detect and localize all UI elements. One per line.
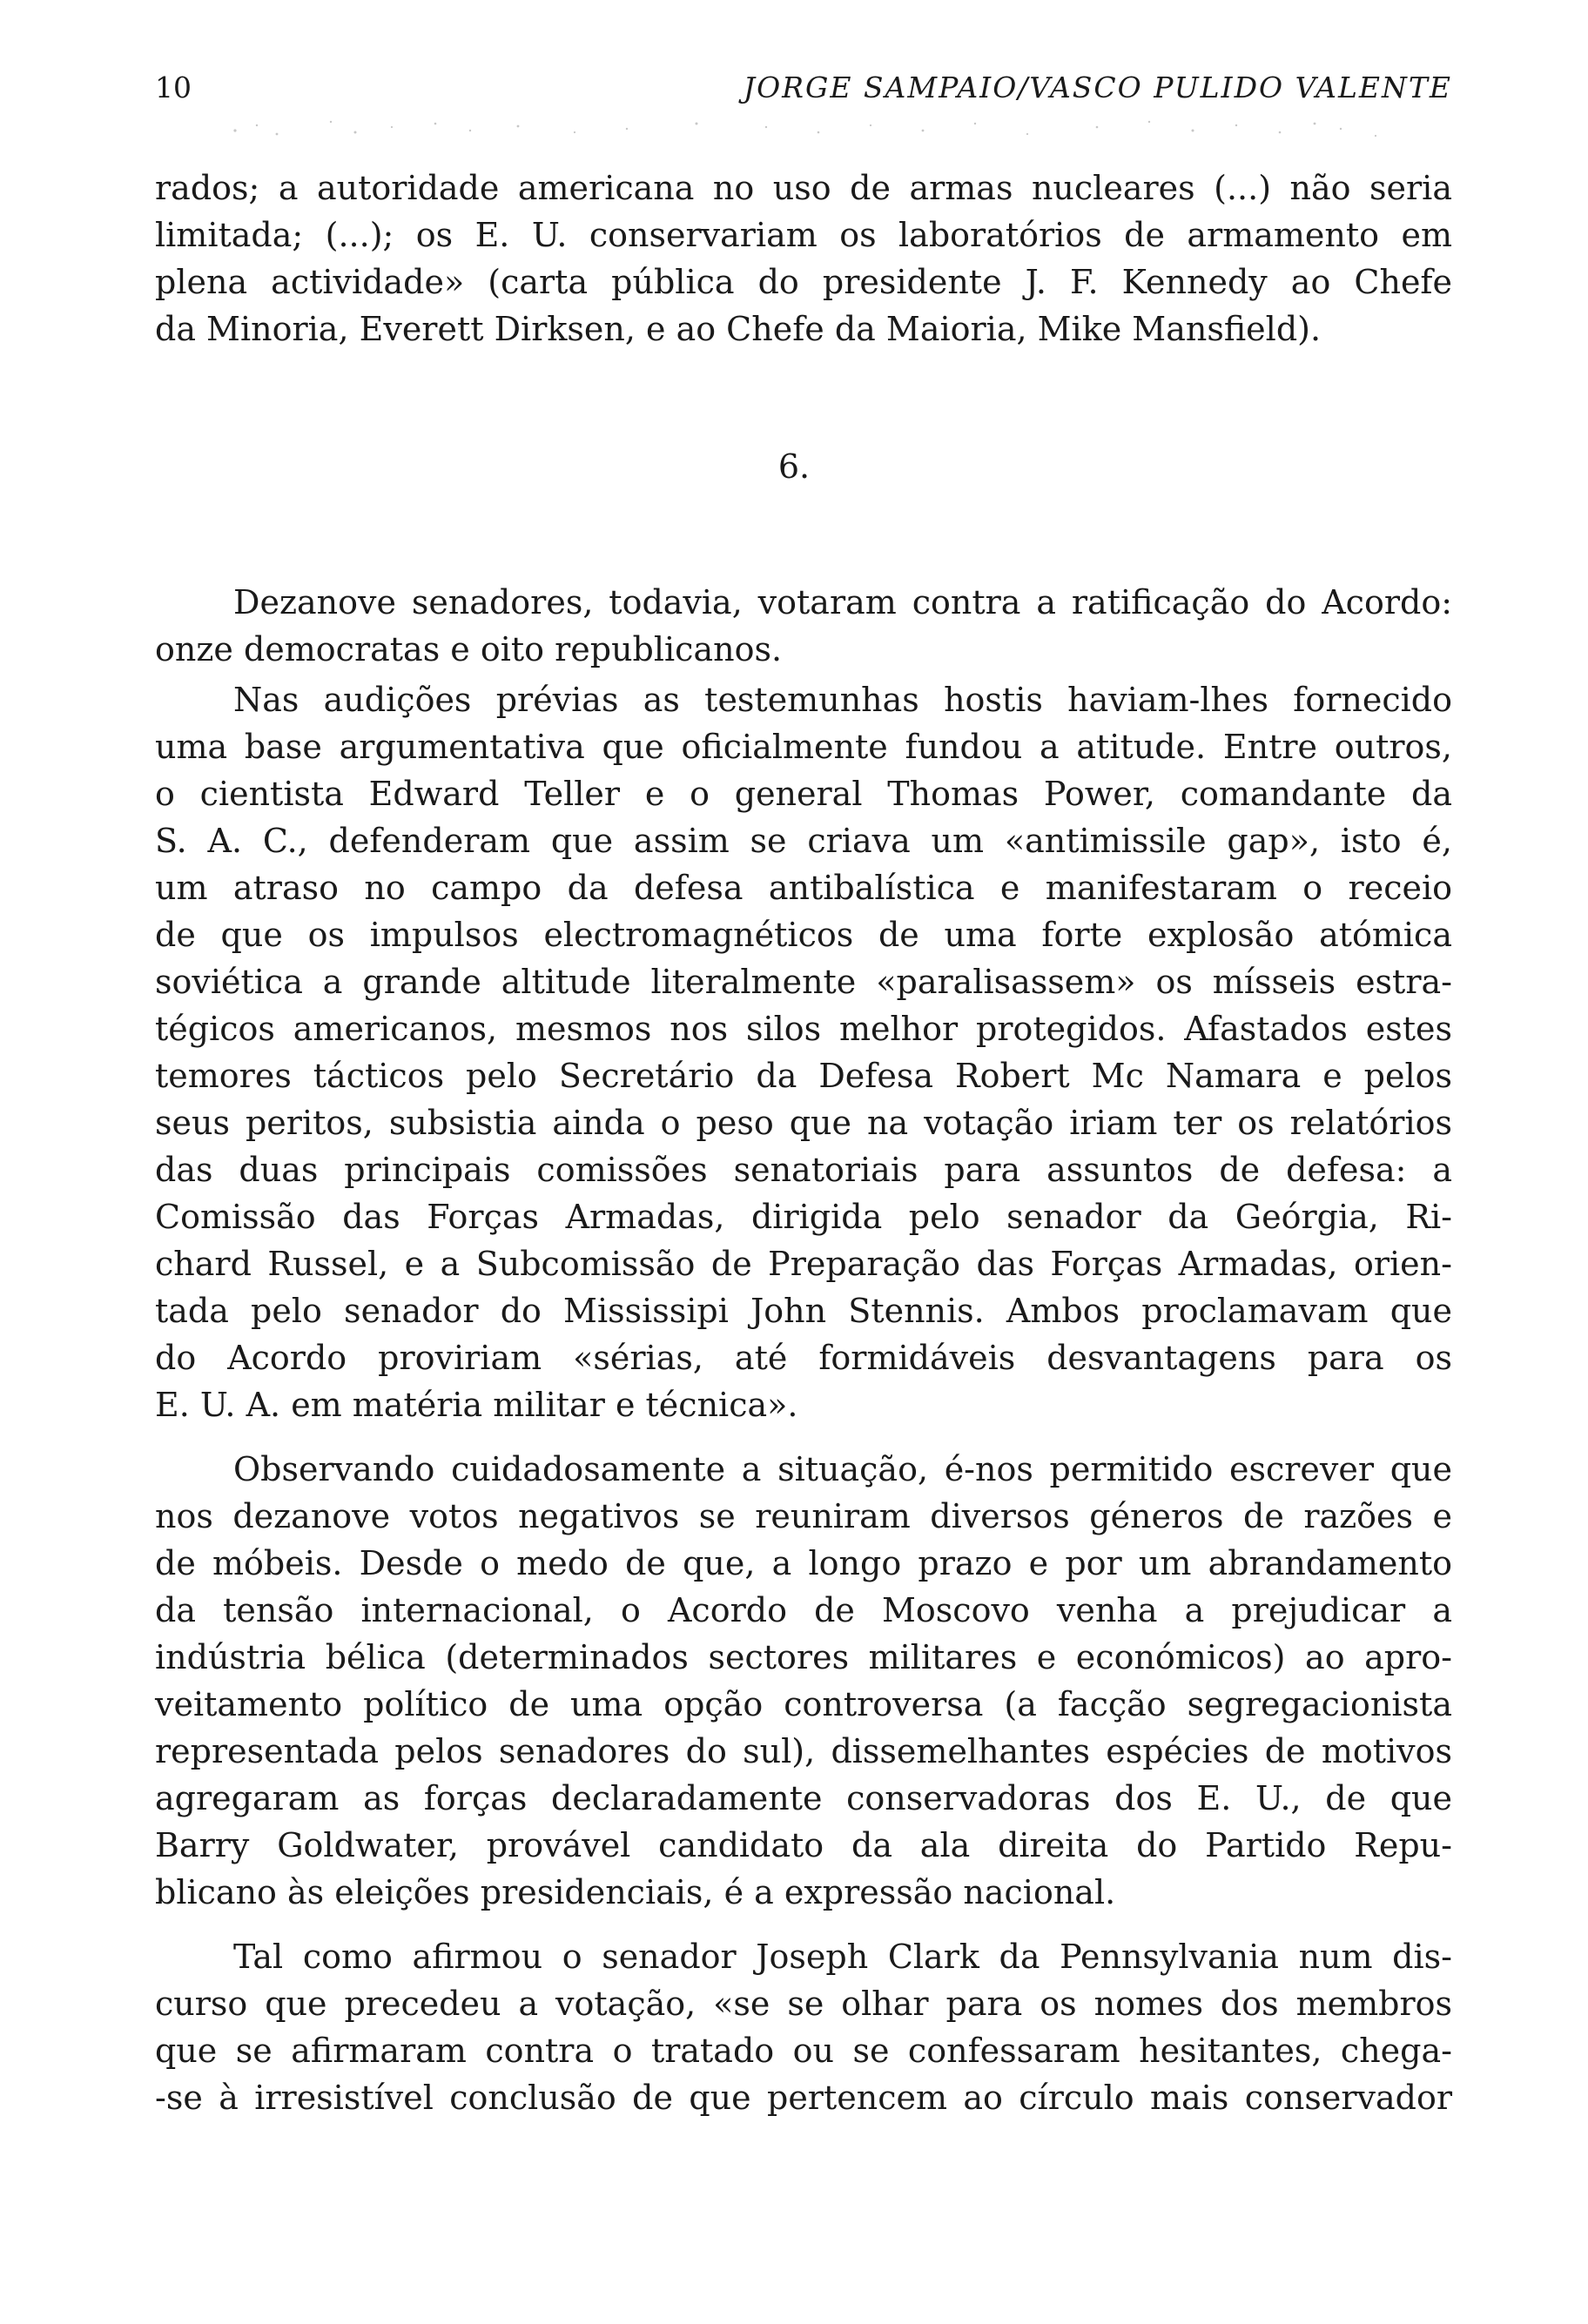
page-number: 10 (155, 71, 192, 104)
text-line: das duas principais comissões senatoriais para assuntos de defesa: a (155, 1151, 1452, 1189)
text-line: da Minoria, Everett Dirksen, e ao Chefe da Maioria, Mike Mansfield). (155, 310, 1322, 348)
text-line: curso que precedeu a votação, «se se olhar para os nomes dos membros (155, 1985, 1452, 2023)
text-line: S. A. C., defenderam que assim se criava um «antimissile gap», isto é, (155, 822, 1452, 860)
text-line: chard Russel, e a Subcomissão de Preparação das Forças Armadas, orien- (155, 1245, 1452, 1283)
text-line: nos dezanove votos negativos se reuniram diversos géneros de razões e (155, 1497, 1452, 1535)
text-line: o cientista Edward Teller e o general Thomas Power, comandante da (155, 775, 1452, 813)
text-line: do Acordo proviriam «sérias, até formidáveis desvantagens para os (155, 1339, 1452, 1377)
text-line: representada pelos senadores do sul), dissemelhantes espécies de motivos (155, 1732, 1452, 1770)
text-line: tada pelo senador do Mississipi John Stennis. Ambos proclamavam que (155, 1292, 1452, 1330)
text-line: E. U. A. em matéria militar e técnica». (155, 1386, 798, 1424)
text-line: rados; a autoridade americana no uso de armas nucleares (...) não seria (155, 169, 1452, 207)
text-line: de que os impulsos electromagnéticos de uma forte explosão atómica (155, 916, 1452, 954)
text-line: agregaram as forças declaradamente conservadoras dos E. U., de que (155, 1779, 1452, 1817)
text-line: que se afirmaram contra o tratado ou se confessaram hesitantes, chega- (155, 2032, 1452, 2070)
text-line: um atraso no campo da defesa antibalística e manifestaram o receio (155, 869, 1452, 907)
scan-speckle-marks (209, 113, 1410, 144)
text-line: da tensão internacional, o Acordo de Moscovo venha a prejudicar a (155, 1591, 1452, 1629)
text-line: veitamento político de uma opção controversa (a facção segregacionista (155, 1685, 1452, 1723)
text-line: Dezanove senadores, todavia, votaram contra a ratificação do Acordo: (233, 583, 1452, 621)
text-line: -se à irresistível conclusão de que pertencem ao círculo mais conservador (155, 2079, 1452, 2117)
text-line: Observando cuidadosamente a situação, é-nos permitido escrever que (233, 1450, 1452, 1488)
text-line: indústria bélica (determinados sectores militares e económicos) ao apro- (155, 1638, 1452, 1676)
text-line: blicano às eleições presidenciais, é a expressão nacional. (155, 1873, 1116, 1911)
text-line: Tal como afirmou o senador Joseph Clark da Pennsylvania num dis- (233, 1938, 1452, 1976)
section-number: 6. (777, 447, 811, 486)
text-line: de móbeis. Desde o medo de que, a longo prazo e por um abrandamento (155, 1544, 1452, 1582)
running-title: JORGE SAMPAIO/VASCO PULIDO VALENTE (743, 71, 1452, 104)
text-line: Barry Goldwater, provável candidato da ala direita do Partido Repu- (155, 1826, 1452, 1864)
text-line: uma base argumentativa que oficialmente fundou a atitude. Entre outros, (155, 728, 1452, 766)
text-line: Comissão das Forças Armadas, dirigida pelo senador da Geórgia, Ri- (155, 1198, 1452, 1236)
text-line: limitada; (...); os E. U. conservariam os laboratórios de armamento em (155, 216, 1452, 254)
text-line: temores tácticos pelo Secretário da Defesa Robert Mc Namara e pelos (155, 1057, 1452, 1095)
text-line: plena actividade» (carta pública do presidente J. F. Kennedy ao Chefe (155, 263, 1452, 301)
text-line: tégicos americanos, mesmos nos silos melhor protegidos. Afastados estes (155, 1010, 1452, 1048)
text-line: soviética a grande altitude literalmente «paralisassem» os mísseis estra- (155, 963, 1452, 1001)
text-line: onze democratas e oito republicanos. (155, 630, 783, 668)
running-head (155, 66, 1452, 110)
text-line: seus peritos, subsistia ainda o peso que na votação iriam ter os relatórios (155, 1104, 1452, 1142)
text-line: Nas audições prévias as testemunhas hostis haviam-lhes fornecido (233, 681, 1452, 719)
